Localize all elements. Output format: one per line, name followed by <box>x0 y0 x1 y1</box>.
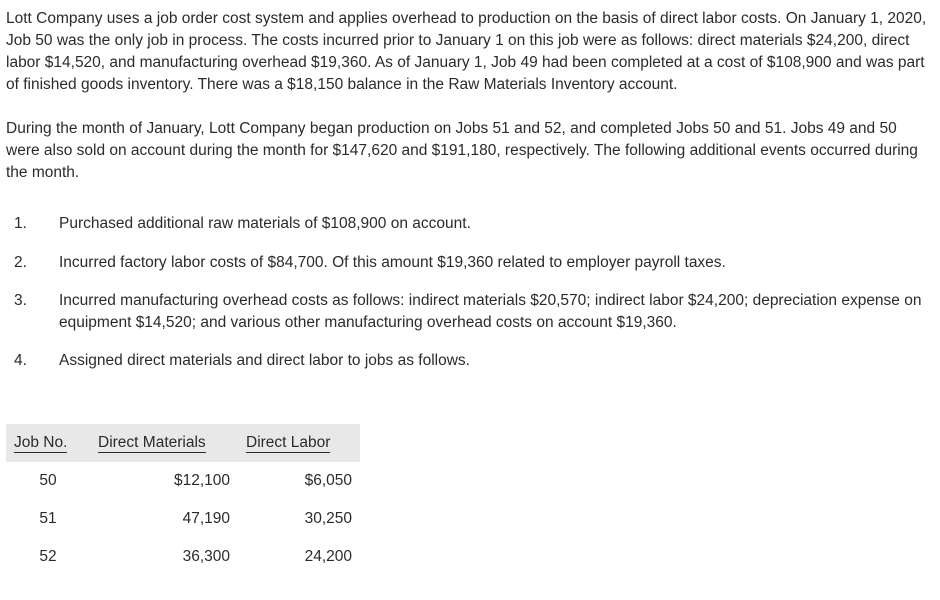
direct-materials-cell: $12,100 <box>173 472 230 489</box>
event-text: Incurred manufacturing overhead costs as follows: indirect materials $20,570; indirect labor $24,200; depreciation expense on equipment $14,520; and various other manufacturing overhead costs on account $19,360. <box>59 292 922 331</box>
job-no-cell: 50 <box>39 472 57 489</box>
event-number: 2. <box>14 254 27 271</box>
direct-labor-cell: 30,250 <box>304 510 352 527</box>
direct-labor-cell: 24,200 <box>304 548 352 565</box>
job-no-cell: 52 <box>39 548 57 565</box>
event-text: Assigned direct materials and direct labor to jobs as follows. <box>59 352 470 369</box>
job-no-cell: 51 <box>39 510 57 527</box>
direct-materials-cell: 36,300 <box>182 548 230 565</box>
intro-paragraph: Lott Company uses a job order cost system and applies overhead to production on the basis of direct labor costs. On January 1, 2020, Job 50 was the only job in process. The costs incurred prior to January 1 on this job were as follows: direct materials $24,200, direct labor $14,520, and manufacturing overhead $19,360. As of January 1, Job 49 had been completed at a cost of $108,900 and was part of finished goods inventory. There was a $18,150 balance in the Raw Materials Inventory account. <box>6 10 927 93</box>
event-text: Purchased additional raw materials of $108,900 on account. <box>59 215 471 232</box>
table-row <box>6 462 360 500</box>
table-row <box>6 538 360 576</box>
event-number: 4. <box>14 352 27 369</box>
header-job-no: Job No. <box>6 424 90 462</box>
direct-materials-cell: 47,190 <box>182 510 230 527</box>
header-direct-labor: Direct Labor <box>238 424 360 462</box>
table-row <box>6 500 360 538</box>
header-direct-materials: Direct Materials <box>90 424 238 462</box>
table-header-row <box>6 424 360 462</box>
direct-labor-cell: $6,050 <box>304 472 352 489</box>
event-number: 3. <box>14 292 27 309</box>
event-number: 1. <box>14 215 27 232</box>
event-text: Incurred factory labor costs of $84,700. Of this amount $19,360 related to employer payroll taxes. <box>59 254 726 271</box>
january-events-paragraph: During the month of January, Lott Company began production on Jobs 51 and 52, and completed Jobs 50 and 51. Jobs 49 and 50 were also sold on account during the month for $147,620 and $191,180, respectively. The following additional events occurred during the month. <box>6 120 918 181</box>
job-cost-table <box>6 424 360 576</box>
